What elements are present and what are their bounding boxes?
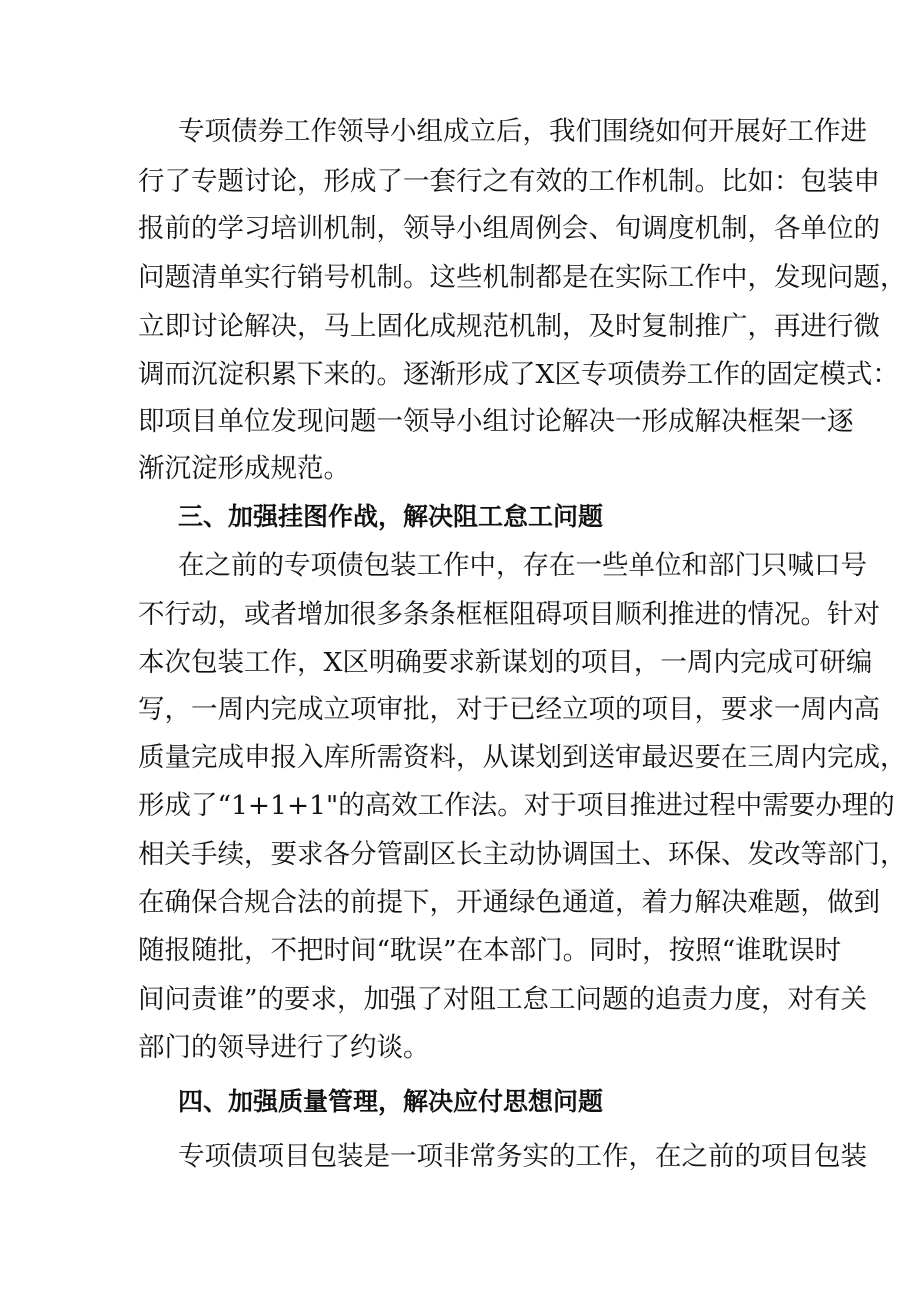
paragraph-2-line-10: 间问责谁”的要求，加强了对阻工怠工问题的追责力度，对有关	[138, 984, 868, 1015]
paragraph-1-line-4: 问题清单实行销号机制。这些机制都是在实际工作中，发现问题，	[138, 262, 907, 293]
paragraph-2-line-2: 不行动，或者增加很多条条框框阻碍项目顺利推进的情况。针对	[138, 599, 880, 630]
paragraph-2-line-11: 部门的领导进行了约谈。	[138, 1032, 430, 1063]
paragraph-1-line-5: 立即讨论解决，马上固化成规范机制，及时复制推广，再进行微	[138, 311, 880, 342]
paragraph-3-line-1: 专项债项目包装是一项非常务实的工作，在之前的项目包装	[178, 1141, 867, 1172]
paragraph-2-line-7: 相关手续，要求各分管副区长主动协调国土、环保、发改等部门，	[138, 839, 907, 870]
paragraph-2-line-4: 写，一周内完成立项审批，对于已经立项的项目，要求一周内高	[138, 694, 880, 725]
paragraph-2-line-8: 在确保合规合法的前提下，开通绿色通道，着力解决难题，做到	[138, 887, 880, 918]
paragraph-1-line-7: 即项目单位发现问题一领导小组讨论解决一形成解决框架一逐	[138, 406, 854, 437]
paragraph-1-line-6: 调而沉淀积累下来的。逐渐形成了X区专项债券工作的固定模式：	[138, 359, 899, 390]
section-heading-3: 三、加强挂图作战，解决阻工怠工问题	[178, 502, 604, 531]
section-heading-4: 四、加强质量管理，解决应付思想问题	[178, 1087, 604, 1116]
paragraph-2-line-3: 本次包装工作，X区明确要求新谋划的项目，一周内完成可研编	[138, 647, 873, 678]
paragraph-1-line-8: 渐沉淀形成规范。	[138, 453, 350, 484]
paragraph-2-line-1: 在之前的专项债包装工作中，存在一些单位和部门只喊口号	[178, 550, 867, 581]
paragraph-1-line-2: 行了专题讨论，形成了一套行之有效的工作机制。比如：包装申	[138, 166, 880, 197]
paragraph-2-line-9: 随报随批，不把时间“耽误”在本部门。同时，按照“谁耽误时	[138, 935, 842, 966]
paragraph-1-line-3: 报前的学习培训机制，领导小组周例会、旬调度机制，各单位的	[138, 213, 880, 244]
paragraph-2-line-5: 质量完成申报入库所需资料，从谋划到送审最迟要在三周内完成，	[138, 742, 907, 773]
paragraph-1-line-1: 专项债券工作领导小组成立后，我们围绕如何开展好工作进	[178, 116, 867, 147]
paragraph-2-line-6: 形成了“1+1+1"的高效工作法。对于项目推进过程中需要办理的	[138, 790, 895, 821]
